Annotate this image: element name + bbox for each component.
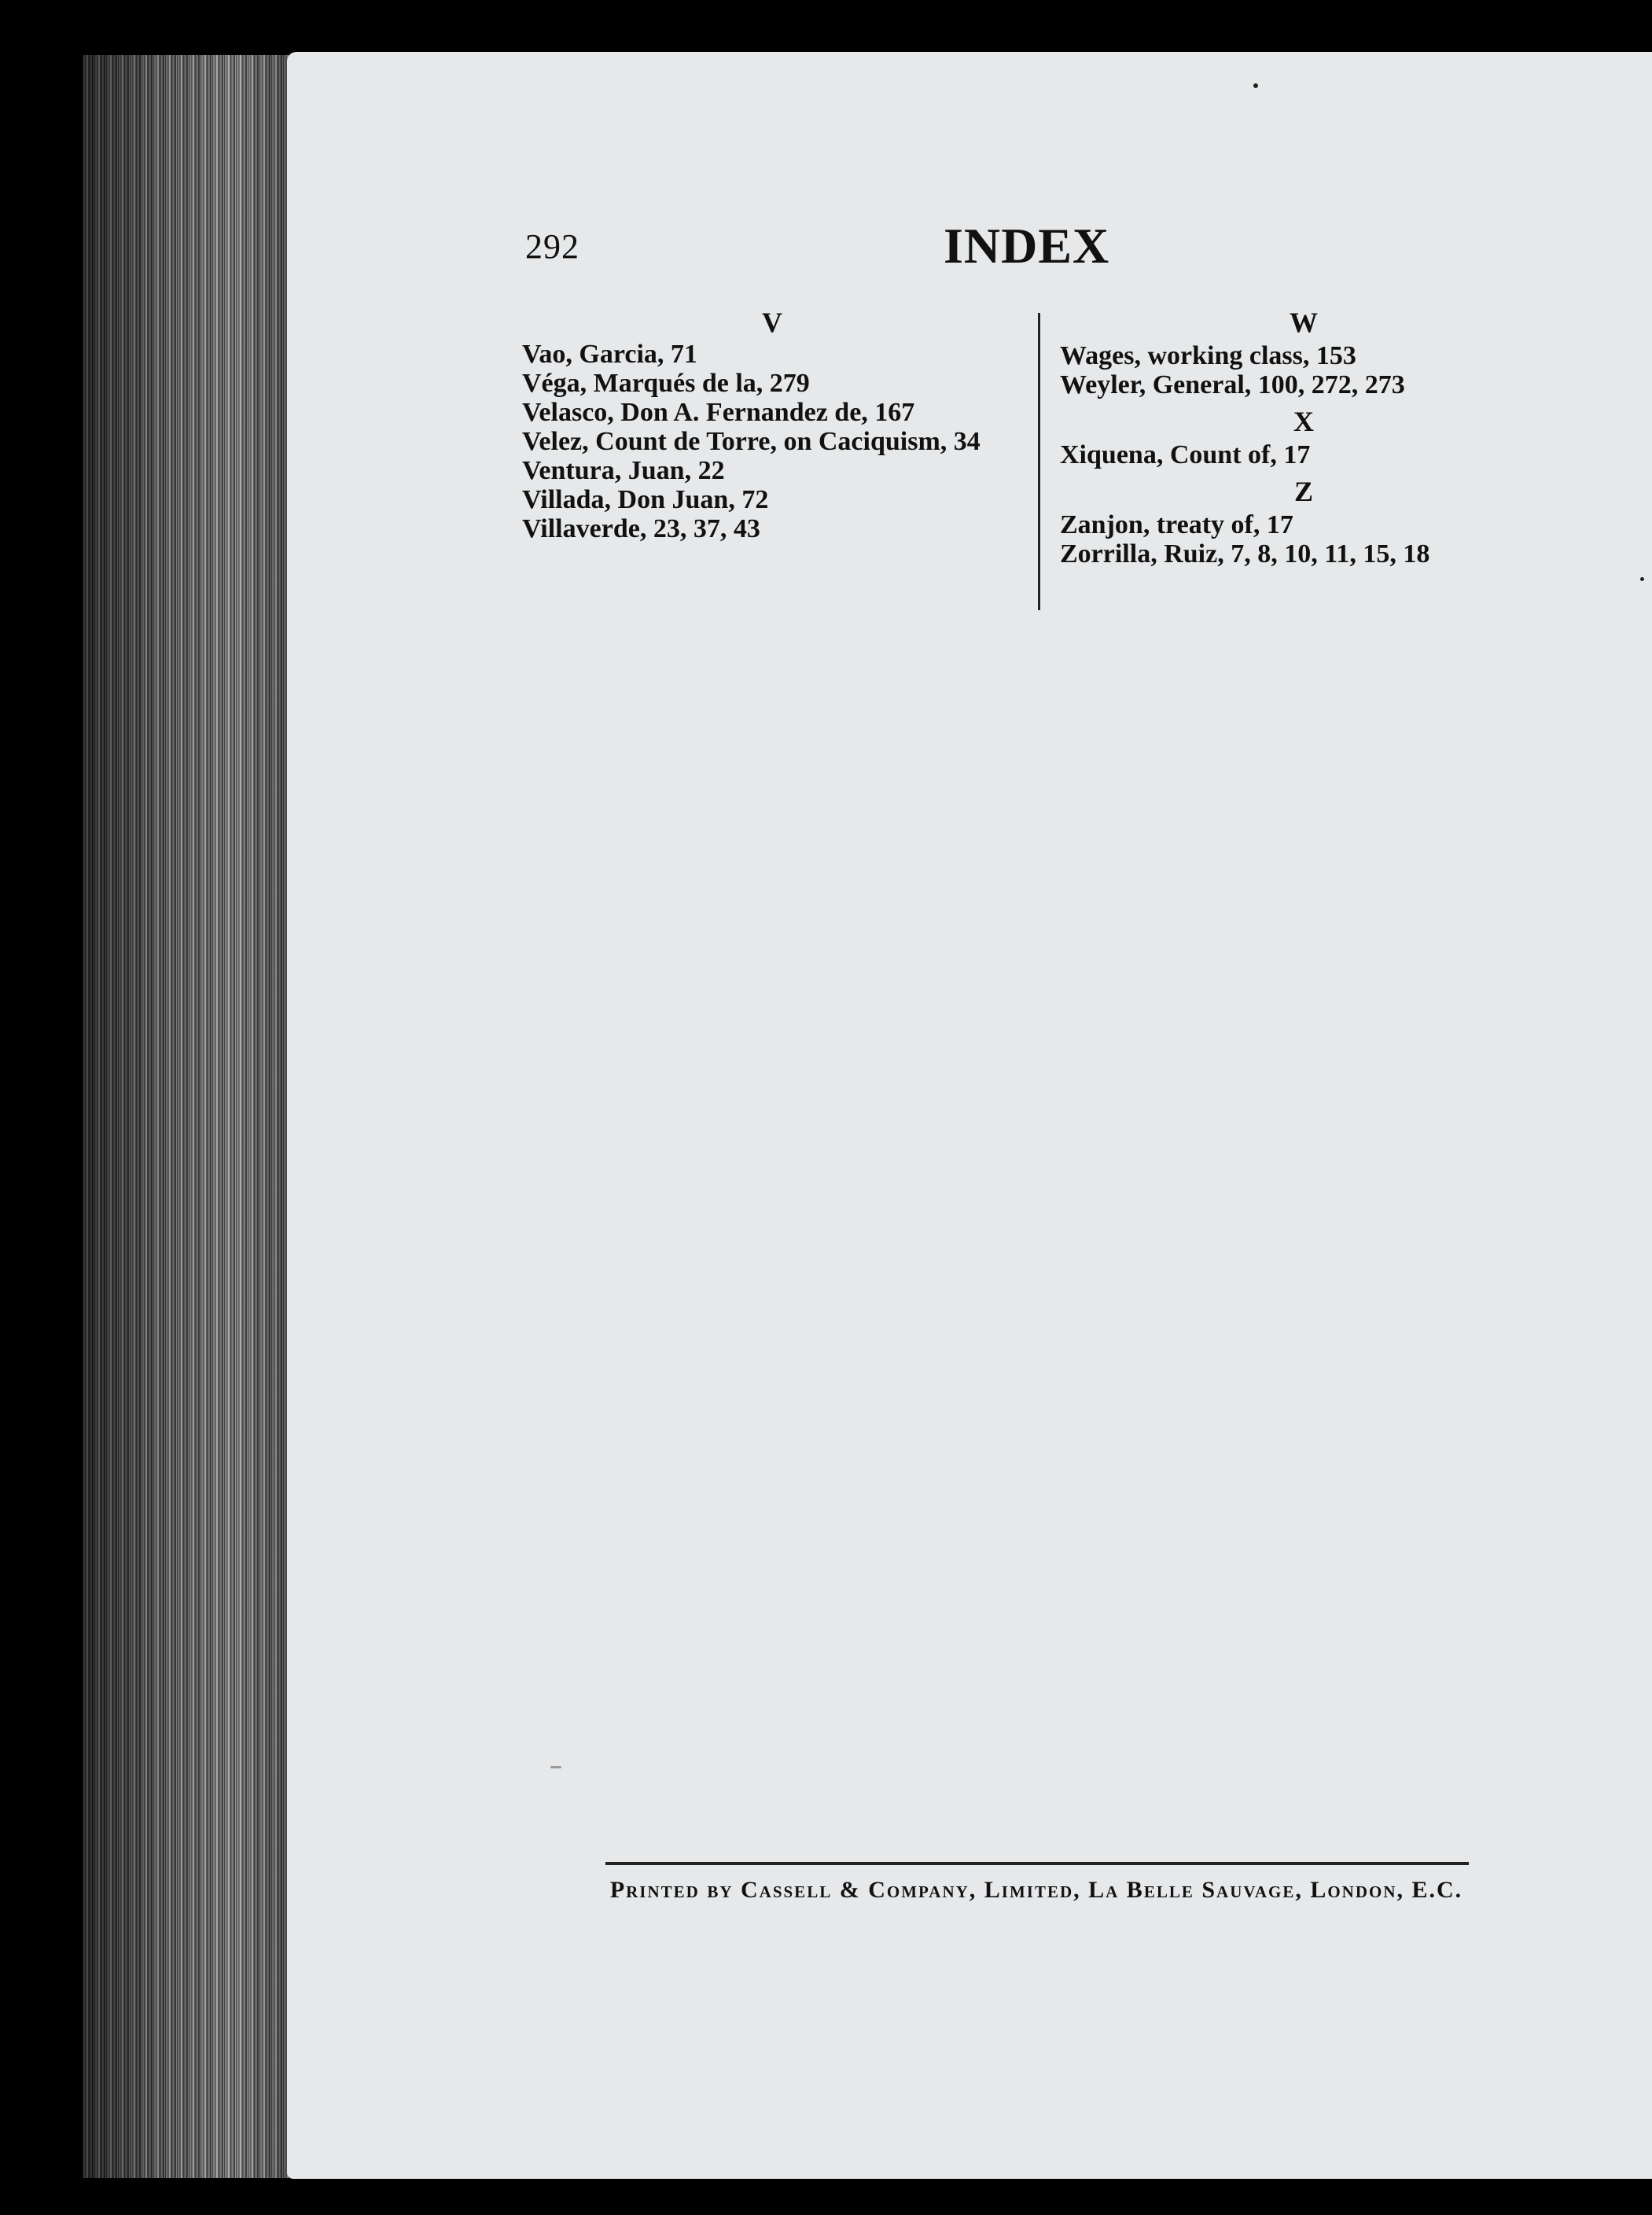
index-entry: Zanjon, treaty of, 17 xyxy=(1060,510,1293,539)
index-entry: Zorrilla, Ruiz, 7, 8, 10, 11, 15, 18 xyxy=(1060,539,1430,568)
index-entry: Xiquena, Count of, 17 xyxy=(1060,440,1311,469)
letter-heading-v: V xyxy=(762,307,782,338)
footer-rule xyxy=(605,1862,1469,1865)
index-entry: Véga, Marqués de la, 279 xyxy=(522,369,810,398)
letter-heading-w: W xyxy=(1290,307,1318,338)
index-entry: Velez, Count de Torre, on Caciquism, 34 xyxy=(522,427,981,456)
printer-imprint: Printed by Cassell & Company, Limited, La Belle Sauvage, London, E.C. xyxy=(609,1877,1463,1903)
index-column-left xyxy=(522,305,1022,543)
letter-heading-x: X xyxy=(1293,406,1314,437)
index-entry: Weyler, General, 100, 272, 273 xyxy=(1060,370,1405,399)
index-entry: Villaverde, 23, 37, 43 xyxy=(522,514,760,543)
index-entry: Wages, working class, 153 xyxy=(1060,341,1356,370)
index-entry: Vao, Garcia, 71 xyxy=(522,340,697,369)
dust-speck xyxy=(1253,83,1258,88)
letter-heading-z: Z xyxy=(1293,476,1313,507)
index-entry: Velasco, Don A. Fernandez de, 167 xyxy=(522,398,915,427)
index-entry: Villada, Don Juan, 72 xyxy=(522,485,769,514)
index-column-right xyxy=(1060,305,1547,568)
running-title: INDEX xyxy=(944,218,1110,274)
book-page-edge xyxy=(83,55,291,2178)
page-number: 292 xyxy=(525,227,579,266)
dust-speck xyxy=(550,1766,561,1768)
index-entry: Ventura, Juan, 22 xyxy=(522,456,725,485)
column-divider xyxy=(1038,313,1040,610)
dust-speck xyxy=(1640,577,1644,581)
